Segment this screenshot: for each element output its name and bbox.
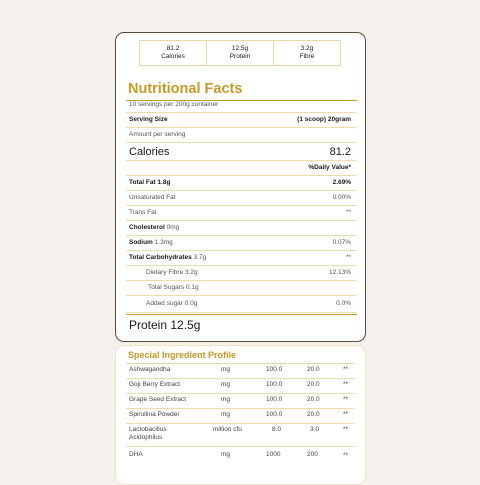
nutrient-label: Total Fat 1.8g [129, 179, 171, 186]
nutrient-row [126, 190, 357, 206]
ingredient-row [126, 393, 355, 409]
nutrient-label: Cholesterol 0mg [129, 224, 180, 231]
serving-size-label: Serving Size [129, 116, 168, 123]
ingredient-unit: mg [221, 411, 231, 418]
summary-calories [140, 41, 207, 65]
special-ingredient-card [115, 345, 366, 485]
ingredient-amount: 8.0 [272, 426, 282, 433]
nutrient-row [126, 235, 357, 251]
ingredient-name: Goji Berry Extract [129, 381, 180, 388]
nutrient-row [126, 280, 357, 296]
nutrient-value: 2.69% [332, 179, 351, 186]
calories-value: 81.2 [329, 145, 351, 158]
nutrient-label: Added sugar 0.0g [146, 300, 198, 307]
summary-value: 3.2g [300, 45, 314, 52]
ingredient-dv: ** [343, 411, 349, 418]
nutrient-value: ** [345, 254, 351, 261]
ingredient-row [126, 446, 355, 461]
nutrient-label: Total Carbohydrates 3.7g [129, 254, 207, 261]
ingredient-amount: 100.0 [266, 411, 283, 418]
nutrient-row [126, 205, 357, 221]
nutrient-value: 0.0% [336, 300, 351, 307]
summary-value: 12.5g [231, 45, 249, 52]
protein-label: Protein 12.5g [129, 318, 201, 332]
ingredient-amount: 100.0 [266, 366, 283, 373]
summary-value: 81.2 [166, 45, 180, 52]
summary-label: Fibre [299, 53, 315, 60]
ingredient-name: Spirullina Powder [129, 411, 180, 418]
ingredient-unit: mg [221, 381, 231, 388]
servings-row [126, 97, 357, 113]
serving-size-value: (1 scoop) 20gram [297, 116, 351, 123]
serving-size-row [126, 112, 357, 128]
nutrient-row [126, 175, 357, 191]
amount-per-serving-row [126, 127, 357, 143]
ingredient-amount: 1000 [266, 451, 281, 458]
ingredient-dv: ** [343, 426, 349, 433]
nutrient-label: Trans Fat [129, 209, 157, 216]
summary-label: Calories [161, 53, 185, 60]
ingredient-unit: mg [221, 366, 231, 373]
nutrient-value: 12.13% [328, 269, 351, 276]
ingredient-name: Grape Seed Extract [129, 396, 187, 403]
servings-text: 10 servings per 200g container [129, 101, 219, 108]
summary-label: Protein [229, 53, 251, 60]
nutrient-label: Unsaturated Fat [129, 194, 176, 201]
summary-box [139, 40, 341, 66]
ingredient-value: 3.0 [310, 426, 320, 433]
nutrient-label: Total Sugars 0.1g [148, 284, 199, 291]
protein-row [126, 314, 357, 335]
ingredient-unit: million cfu [213, 426, 242, 433]
ingredient-value: 20.0 [307, 396, 320, 403]
ingredient-row [126, 363, 355, 379]
summary-fibre [274, 41, 340, 65]
nutrition-title: Nutritional Facts [128, 81, 243, 97]
nutrient-row [126, 295, 357, 313]
ingredient-unit: mg [221, 396, 231, 403]
summary-protein [207, 41, 274, 65]
ingredient-row [126, 378, 355, 394]
nutrient-label: Dietary Fibre 3.2g [146, 269, 198, 276]
ingredient-value: 200 [307, 451, 318, 458]
daily-value-row [126, 160, 357, 176]
ingredient-row [126, 408, 355, 424]
amount-per-serving-label: Amount per serving [129, 131, 186, 138]
nutrient-row [126, 265, 357, 281]
calories-label: Calories [129, 145, 170, 158]
nutrition-facts-card [115, 32, 366, 342]
calories-row [126, 143, 357, 161]
special-title: Special Ingredient Profile [128, 350, 237, 360]
nutrient-value: 0.07% [332, 239, 351, 246]
ingredient-dv: ** [343, 381, 349, 388]
ingredient-name: DHA [129, 451, 143, 458]
nutrient-value: ** [345, 209, 351, 216]
ingredient-unit: mg [221, 451, 231, 458]
nutrient-value: 0.00% [332, 194, 351, 201]
ingredient-amount: 100.0 [266, 381, 283, 388]
ingredient-dv: ** [343, 396, 349, 403]
daily-value-label: %Daily Value* [308, 164, 351, 171]
ingredient-dv: ** [343, 452, 349, 459]
ingredient-name: Lactobacillus [129, 426, 167, 433]
ingredient-name: Ashwagandha [129, 366, 171, 373]
nutrient-row [126, 220, 357, 236]
ingredient-value: 20.0 [307, 411, 320, 418]
ingredient-row [126, 423, 355, 447]
ingredient-value: 20.0 [307, 381, 320, 388]
ingredient-name-line2: Acidophilus [129, 434, 163, 441]
ingredient-dv: ** [343, 366, 349, 373]
ingredient-amount: 100.0 [266, 396, 283, 403]
nutrient-label: Sodium 1.3mg [129, 239, 173, 246]
ingredient-value: 20.0 [307, 366, 320, 373]
nutrient-row [126, 250, 357, 266]
